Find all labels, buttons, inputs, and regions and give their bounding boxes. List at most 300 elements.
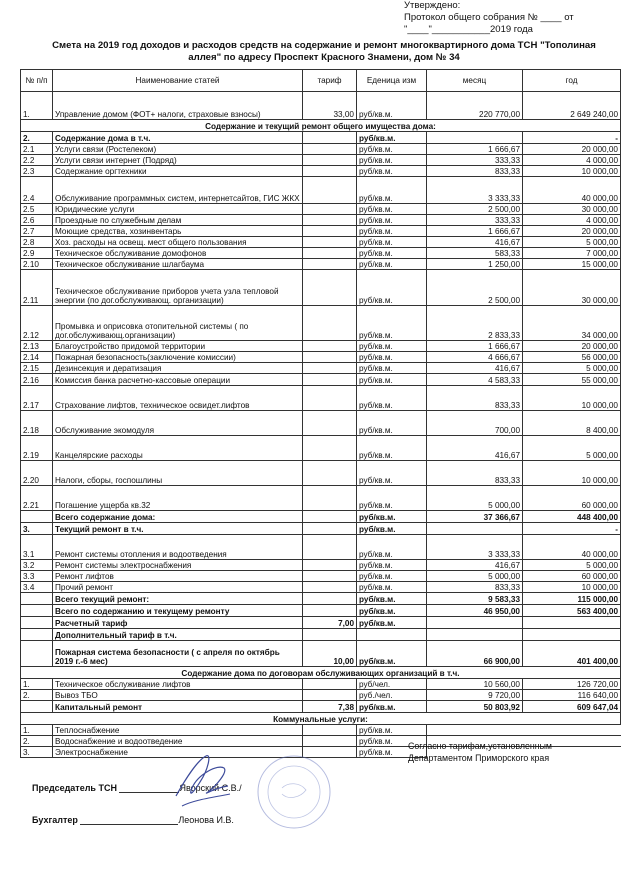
section-header-row bbox=[21, 667, 621, 679]
table-row bbox=[21, 374, 621, 386]
row-unit: руб/кв.м. bbox=[357, 259, 427, 270]
table-row bbox=[21, 461, 621, 486]
row-unit: руб./чел. bbox=[357, 690, 427, 701]
chair-name: Яворский С.В./ bbox=[179, 783, 242, 793]
row-name: Хоз. расходы на освещ. мест общего пользования bbox=[53, 237, 303, 248]
row-tariff bbox=[303, 736, 357, 747]
row-tariff bbox=[303, 352, 357, 363]
row-unit: руб/кв.м. bbox=[357, 461, 427, 486]
row-year: 609 647,04 bbox=[523, 701, 621, 713]
row-year: 401 400,00 bbox=[523, 641, 621, 667]
approval-block bbox=[404, 0, 574, 36]
row-unit: руб/кв.м. bbox=[357, 144, 427, 155]
row-number: 2.17 bbox=[21, 386, 53, 411]
table-row bbox=[21, 486, 621, 511]
row-month: 2 500,00 bbox=[427, 270, 523, 306]
utilities-note-line-2: Департаментом Приморского края bbox=[408, 753, 550, 763]
row-name: Капитальный ремонт bbox=[53, 701, 303, 713]
row-month bbox=[427, 523, 523, 535]
table-row bbox=[21, 166, 621, 177]
document-title bbox=[14, 40, 634, 64]
row-number: 2.12 bbox=[21, 306, 53, 341]
row-tariff bbox=[303, 436, 357, 461]
row-name: Пожарная система безопасности ( с апреля по октябрь 2019 г.-6 мес) bbox=[53, 641, 303, 667]
row-name: Ремонт системы отопления и водоотведения bbox=[53, 535, 303, 560]
table-row bbox=[21, 204, 621, 215]
row-number: 1. bbox=[21, 679, 53, 690]
row-name: Проездные по служебным делам bbox=[53, 215, 303, 226]
row-tariff bbox=[303, 166, 357, 177]
row-unit: руб/кв.м. bbox=[357, 582, 427, 593]
accountant-name: Леонова И.В. bbox=[178, 815, 234, 825]
row-name: Обслуживание экомодуля bbox=[53, 411, 303, 436]
row-month bbox=[427, 629, 523, 641]
row-month: 833,33 bbox=[427, 582, 523, 593]
table-row bbox=[21, 155, 621, 166]
row-number: 2. bbox=[21, 690, 53, 701]
row-month: 2 500,00 bbox=[427, 204, 523, 215]
approval-label: Утверждено: bbox=[404, 0, 461, 11]
row-unit: руб/кв.м. bbox=[357, 523, 427, 535]
row-unit: руб/кв.м. bbox=[357, 363, 427, 374]
row-year: 10 000,00 bbox=[523, 386, 621, 411]
row-month: 4 666,67 bbox=[427, 352, 523, 363]
row-name: Прочий ремонт bbox=[53, 582, 303, 593]
row-name: Всего текущий ремонт: bbox=[53, 593, 303, 605]
row-name: Всего по содержанию и текущему ремонту bbox=[53, 605, 303, 617]
header-month: месяц bbox=[427, 70, 523, 92]
row-year: 5 000,00 bbox=[523, 436, 621, 461]
row-month: 9 720,00 bbox=[427, 690, 523, 701]
row-number: 3.2 bbox=[21, 560, 53, 571]
row-month bbox=[427, 617, 523, 629]
row-year: 2 649 240,00 bbox=[523, 92, 621, 120]
row-month: 416,67 bbox=[427, 560, 523, 571]
table-row bbox=[21, 352, 621, 363]
row-month: 5 000,00 bbox=[427, 571, 523, 582]
row-number: 3.4 bbox=[21, 582, 53, 593]
row-tariff bbox=[303, 226, 357, 237]
row-number: 3.3 bbox=[21, 571, 53, 582]
row-year: 7 000,00 bbox=[523, 248, 621, 259]
row-name: Обслуживание программных систем, интернетсайтов, ГИС ЖКХ bbox=[53, 177, 303, 204]
row-year: 126 720,00 bbox=[523, 679, 621, 690]
row-name: Теплоснабжение bbox=[53, 725, 303, 736]
row-unit: руб/кв.м. bbox=[357, 270, 427, 306]
table-row bbox=[21, 571, 621, 582]
row-tariff bbox=[303, 679, 357, 690]
row-tariff bbox=[303, 341, 357, 352]
row-month: 1 666,67 bbox=[427, 144, 523, 155]
row-month: 50 803,92 bbox=[427, 701, 523, 713]
row-number: 3. bbox=[21, 523, 53, 535]
row-month: 416,67 bbox=[427, 363, 523, 374]
row-tariff bbox=[303, 363, 357, 374]
row-month: 333,33 bbox=[427, 155, 523, 166]
row-tariff bbox=[303, 486, 357, 511]
row-number: 2.20 bbox=[21, 461, 53, 486]
row-name: Всего содержание дома: bbox=[53, 511, 303, 523]
row-tariff bbox=[303, 582, 357, 593]
row-tariff: 33,00 bbox=[303, 92, 357, 120]
row-tariff bbox=[303, 132, 357, 144]
header-year: год bbox=[523, 70, 621, 92]
row-number: 3.1 bbox=[21, 535, 53, 560]
row-month: 5 000,00 bbox=[427, 486, 523, 511]
row-tariff bbox=[303, 523, 357, 535]
row-number: 2.19 bbox=[21, 436, 53, 461]
row-tariff bbox=[303, 248, 357, 259]
table-row bbox=[21, 523, 621, 535]
row-unit: руб/кв.м. bbox=[357, 306, 427, 341]
row-month: 1 666,67 bbox=[427, 226, 523, 237]
row-name: Вывоз ТБО bbox=[53, 690, 303, 701]
row-tariff bbox=[303, 259, 357, 270]
table-row bbox=[21, 535, 621, 560]
row-tariff bbox=[303, 155, 357, 166]
row-name: Техническое обслуживание шлагбаума bbox=[53, 259, 303, 270]
utilities-note bbox=[408, 740, 552, 764]
table-body bbox=[21, 92, 621, 758]
row-month: 9 583,33 bbox=[427, 593, 523, 605]
table-header-row bbox=[21, 70, 621, 92]
row-name: Канцелярские расходы bbox=[53, 436, 303, 461]
row-name: Текущий ремонт в т.ч. bbox=[53, 523, 303, 535]
row-unit: руб/кв.м. bbox=[357, 747, 427, 758]
row-number: 2. bbox=[21, 132, 53, 144]
row-name: Пожарная безопасность(заключение комиссии) bbox=[53, 352, 303, 363]
row-name: Управление домом (ФОТ+ налоги, страховые взносы) bbox=[53, 92, 303, 120]
table-row bbox=[21, 690, 621, 701]
row-month: 1 666,67 bbox=[427, 341, 523, 352]
row-number: 2.15 bbox=[21, 363, 53, 374]
row-tariff bbox=[303, 204, 357, 215]
row-unit: руб/кв.м. bbox=[357, 617, 427, 629]
row-name: Содержание оргтехники bbox=[53, 166, 303, 177]
row-year: 20 000,00 bbox=[523, 226, 621, 237]
row-number bbox=[21, 511, 53, 523]
utilities-note-line-1: Согласно тарифам,установленным bbox=[408, 741, 552, 751]
row-tariff bbox=[303, 571, 357, 582]
row-year: 5 000,00 bbox=[523, 237, 621, 248]
header-unit: Еденица изм bbox=[357, 70, 427, 92]
row-month: 2 833,33 bbox=[427, 306, 523, 341]
title-line-2: аллея" по адресу Проспект Красного Знамени, дом № 34 bbox=[188, 52, 460, 63]
row-number: 2.6 bbox=[21, 215, 53, 226]
table-row bbox=[21, 679, 621, 690]
table-row bbox=[21, 363, 621, 374]
row-year: 8 400,00 bbox=[523, 411, 621, 436]
row-year bbox=[523, 629, 621, 641]
row-unit: руб/кв.м. bbox=[357, 92, 427, 120]
row-month: 583,33 bbox=[427, 248, 523, 259]
row-name: Юридические услуги bbox=[53, 204, 303, 215]
row-tariff bbox=[303, 593, 357, 605]
approval-date: "____"___________2019 года bbox=[404, 24, 533, 35]
row-number: 2.1 bbox=[21, 144, 53, 155]
row-year: 116 640,00 bbox=[523, 690, 621, 701]
chair-label: Председатель ТСН bbox=[32, 783, 117, 793]
row-tariff bbox=[303, 725, 357, 736]
section-title: Коммунальные услуги: bbox=[21, 713, 621, 725]
row-name: Техническое обслуживание приборов учета узла тепловой энергии (по дог.обслуживающ. организации) bbox=[53, 270, 303, 306]
section-header-row bbox=[21, 713, 621, 725]
row-tariff bbox=[303, 386, 357, 411]
row-year: 60 000,00 bbox=[523, 571, 621, 582]
row-year: 20 000,00 bbox=[523, 144, 621, 155]
row-year: 20 000,00 bbox=[523, 341, 621, 352]
row-tariff bbox=[303, 605, 357, 617]
row-tariff: 7,00 bbox=[303, 617, 357, 629]
row-unit: руб/кв.м. bbox=[357, 155, 427, 166]
row-number: 2.3 bbox=[21, 166, 53, 177]
table-row bbox=[21, 237, 621, 248]
header-name: Наименование статей bbox=[53, 70, 303, 92]
row-year: 56 000,00 bbox=[523, 352, 621, 363]
row-month: 10 560,00 bbox=[427, 679, 523, 690]
row-unit: руб/чел. bbox=[357, 679, 427, 690]
row-year: 10 000,00 bbox=[523, 582, 621, 593]
row-month: 37 366,67 bbox=[427, 511, 523, 523]
row-unit: руб/кв.м. bbox=[357, 132, 427, 144]
row-unit: руб/кв.м. bbox=[357, 725, 427, 736]
row-year: 30 000,00 bbox=[523, 204, 621, 215]
row-name: Благоустройство придомой территории bbox=[53, 341, 303, 352]
row-tariff: 10,00 bbox=[303, 641, 357, 667]
utility-row bbox=[21, 725, 621, 736]
row-name: Промывка и оприсовка отопительной системы ( по дог.обслуживающ.организации) bbox=[53, 306, 303, 341]
row-unit: руб/кв.м. bbox=[357, 204, 427, 215]
row-number: 2.14 bbox=[21, 352, 53, 363]
row-unit: руб/кв.м. bbox=[357, 641, 427, 667]
accountant-label: Бухгалтер bbox=[32, 815, 78, 825]
accountant-signature-row bbox=[32, 815, 234, 825]
row-name: Техническое обслуживание домофонов bbox=[53, 248, 303, 259]
row-number: 1. bbox=[21, 725, 53, 736]
row-year: - bbox=[523, 523, 621, 535]
seal-stamp bbox=[254, 752, 334, 832]
row-month: 833,33 bbox=[427, 386, 523, 411]
table-row bbox=[21, 306, 621, 341]
row-month: 66 900,00 bbox=[427, 641, 523, 667]
row-number: 2.21 bbox=[21, 486, 53, 511]
row-unit: руб/кв.м. bbox=[357, 736, 427, 747]
row-unit: руб/кв.м. bbox=[357, 571, 427, 582]
row-unit: руб/кв.м. bbox=[357, 386, 427, 411]
row-year: 4 000,00 bbox=[523, 215, 621, 226]
table-row bbox=[21, 582, 621, 593]
row-tariff: 7,38 bbox=[303, 701, 357, 713]
table-row bbox=[21, 226, 621, 237]
row-name: Услуги связи (Ростелеком) bbox=[53, 144, 303, 155]
budget-table bbox=[20, 69, 621, 758]
row-unit: руб/кв.м. bbox=[357, 593, 427, 605]
table-row bbox=[21, 215, 621, 226]
row-number: 2.7 bbox=[21, 226, 53, 237]
table-row bbox=[21, 177, 621, 204]
row-number: 2.10 bbox=[21, 259, 53, 270]
table-row bbox=[21, 511, 621, 523]
row-month: 4 583,33 bbox=[427, 374, 523, 386]
row-unit: руб/кв.м. bbox=[357, 352, 427, 363]
row-year: 10 000,00 bbox=[523, 461, 621, 486]
row-tariff bbox=[303, 629, 357, 641]
row-tariff bbox=[303, 690, 357, 701]
row-number: 2.16 bbox=[21, 374, 53, 386]
row-unit: руб/кв.м. bbox=[357, 535, 427, 560]
table-row bbox=[21, 617, 621, 629]
row-number: 2.4 bbox=[21, 177, 53, 204]
table-row bbox=[21, 593, 621, 605]
row-year: 448 400,00 bbox=[523, 511, 621, 523]
row-year: 15 000,00 bbox=[523, 259, 621, 270]
row-name: Дополнительный тариф в т.ч. bbox=[53, 629, 303, 641]
row-number bbox=[21, 701, 53, 713]
row-name: Услуги связи интернет (Подряд) bbox=[53, 155, 303, 166]
row-month: 333,33 bbox=[427, 215, 523, 226]
handwritten-signature bbox=[168, 748, 240, 812]
row-unit: руб/кв.м. bbox=[357, 248, 427, 259]
table-row bbox=[21, 132, 621, 144]
table-row bbox=[21, 386, 621, 411]
table-row bbox=[21, 248, 621, 259]
table-row bbox=[21, 605, 621, 617]
row-unit: руб/кв.м. bbox=[357, 215, 427, 226]
row-tariff bbox=[303, 237, 357, 248]
row-number: 2.9 bbox=[21, 248, 53, 259]
row-month: 833,33 bbox=[427, 166, 523, 177]
row-unit: руб/кв.м. bbox=[357, 166, 427, 177]
row-name: Налоги, сборы, госпошлины bbox=[53, 461, 303, 486]
row-tariff bbox=[303, 215, 357, 226]
row-number bbox=[21, 605, 53, 617]
row-number: 2.8 bbox=[21, 237, 53, 248]
row-tariff bbox=[303, 560, 357, 571]
row-unit: руб/кв.м. bbox=[357, 411, 427, 436]
row-tariff bbox=[303, 411, 357, 436]
row-year: - bbox=[523, 132, 621, 144]
row-name: Моющие средства, хозинвентарь bbox=[53, 226, 303, 237]
row-year: 34 000,00 bbox=[523, 306, 621, 341]
row-month: 46 950,00 bbox=[427, 605, 523, 617]
row-number: 1. bbox=[21, 92, 53, 120]
row-number bbox=[21, 593, 53, 605]
row-number: 2.18 bbox=[21, 411, 53, 436]
row-month bbox=[427, 132, 523, 144]
row-unit: руб/кв.м. bbox=[357, 436, 427, 461]
row-year: 60 000,00 bbox=[523, 486, 621, 511]
row-number: 2.5 bbox=[21, 204, 53, 215]
row-month: 3 333,33 bbox=[427, 535, 523, 560]
header-tariff: тариф bbox=[303, 70, 357, 92]
row-month: 700,00 bbox=[427, 411, 523, 436]
table-row bbox=[21, 701, 621, 713]
section-header-row bbox=[21, 120, 621, 132]
title-line-1: Смета на 2019 год доходов и расходов средств на содержание и ремонт многоквартирного дома ТСН "Тополиная bbox=[52, 40, 596, 51]
table-row bbox=[21, 629, 621, 641]
row-month: 416,67 bbox=[427, 237, 523, 248]
table-row bbox=[21, 641, 621, 667]
row-year: 115 000,00 bbox=[523, 593, 621, 605]
row-unit: руб/кв.м. bbox=[357, 374, 427, 386]
row-number: 3. bbox=[21, 747, 53, 758]
row-month: 220 770,00 bbox=[427, 92, 523, 120]
row-number: 2.13 bbox=[21, 341, 53, 352]
table-row bbox=[21, 259, 621, 270]
row-name: Водоснабжение и водоотведение bbox=[53, 736, 303, 747]
row-name: Электроснабжение bbox=[53, 747, 303, 758]
row-year: 40 000,00 bbox=[523, 535, 621, 560]
row-year bbox=[523, 617, 621, 629]
row-month: 416,67 bbox=[427, 436, 523, 461]
row-name: Расчетный тариф bbox=[53, 617, 303, 629]
section-title: Содержание дома по договорам обслуживающих организаций в т.ч. bbox=[21, 667, 621, 679]
utility-note-area bbox=[427, 725, 621, 736]
row-month: 833,33 bbox=[427, 461, 523, 486]
row-tariff bbox=[303, 374, 357, 386]
row-year: 4 000,00 bbox=[523, 155, 621, 166]
table-row bbox=[21, 270, 621, 306]
row-name: Погашение ущерба кв.32 bbox=[53, 486, 303, 511]
row-month: 3 333,33 bbox=[427, 177, 523, 204]
row-name: Техническое обслуживание лифтов bbox=[53, 679, 303, 690]
row-unit: руб/кв.м. bbox=[357, 701, 427, 713]
row-number bbox=[21, 641, 53, 667]
section-title: Содержание и текущий ремонт общего имущества дома: bbox=[21, 120, 621, 132]
row-tariff bbox=[303, 461, 357, 486]
row-name: Страхование лифтов, техническое освидет.лифтов bbox=[53, 386, 303, 411]
header-num: № п/п bbox=[21, 70, 53, 92]
row-year: 30 000,00 bbox=[523, 270, 621, 306]
table-row bbox=[21, 144, 621, 155]
row-tariff bbox=[303, 535, 357, 560]
row-month: 1 250,00 bbox=[427, 259, 523, 270]
row-tariff bbox=[303, 177, 357, 204]
row-number: 2.11 bbox=[21, 270, 53, 306]
row-unit: руб/кв.м. bbox=[357, 237, 427, 248]
row-unit: руб/кв.м. bbox=[357, 341, 427, 352]
table-row bbox=[21, 411, 621, 436]
row-year: 5 000,00 bbox=[523, 363, 621, 374]
row-tariff bbox=[303, 306, 357, 341]
row-number bbox=[21, 617, 53, 629]
row-name: Ремонт лифтов bbox=[53, 571, 303, 582]
table-row bbox=[21, 341, 621, 352]
row-year: 563 400,00 bbox=[523, 605, 621, 617]
row-unit: руб/кв.м. bbox=[357, 226, 427, 237]
row-year: 55 000,00 bbox=[523, 374, 621, 386]
row-number bbox=[21, 629, 53, 641]
row-year: 5 000,00 bbox=[523, 560, 621, 571]
row-unit: руб/кв.м. bbox=[357, 177, 427, 204]
row-name: Комиссия банка расчетно-кассовые операции bbox=[53, 374, 303, 386]
row-unit: руб/кв.м. bbox=[357, 560, 427, 571]
row-number: 2.2 bbox=[21, 155, 53, 166]
row-name: Дезинсекция и дератизация bbox=[53, 363, 303, 374]
table-row bbox=[21, 560, 621, 571]
accountant-signature-line bbox=[80, 824, 178, 825]
row-name: Содержание дома в т.ч. bbox=[53, 132, 303, 144]
row-year: 10 000,00 bbox=[523, 166, 621, 177]
row-tariff bbox=[303, 270, 357, 306]
row-unit: руб/кв.м. bbox=[357, 605, 427, 617]
row-unit: руб/кв.м. bbox=[357, 486, 427, 511]
row-year: 40 000,00 bbox=[523, 177, 621, 204]
row-tariff bbox=[303, 144, 357, 155]
table-row bbox=[21, 92, 621, 120]
table-row bbox=[21, 436, 621, 461]
row-number: 2. bbox=[21, 736, 53, 747]
